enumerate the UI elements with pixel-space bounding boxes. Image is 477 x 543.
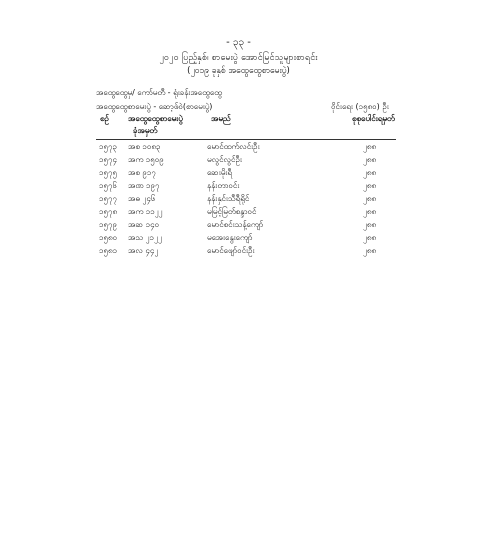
row-name: မအေးနွေးကျော် (207, 233, 253, 242)
exam-label: အထွေထွေစာမေးပွဲ - ဆော့ဖ်ဝဲ(စာမေးပွဲ) (96, 102, 213, 111)
table-row (0, 141, 477, 154)
table-row (0, 154, 477, 167)
row-id: အသ ၂၁၂၂ (128, 233, 162, 242)
header-divider (96, 139, 396, 140)
table-row (0, 193, 477, 206)
row-id: အဓ ၂၄၆ (128, 194, 156, 203)
row-amount: ၂၈၈ (363, 220, 377, 229)
row-name: မောင်စင်းသန့်ကျော် (207, 220, 264, 229)
page-number: - ၃၃ - (226, 37, 251, 48)
row-no: ၁၅၈၁ (99, 246, 118, 255)
table-row (0, 167, 477, 180)
row-amount: ၂၈၈ (363, 181, 377, 190)
column-header-no: စဉ် (100, 114, 109, 123)
table-row (0, 245, 477, 258)
row-amount: ၂၈၈ (363, 194, 377, 203)
document-title: ၂၀၂၀ ပြည့်နှစ်၊ စာမေးပွဲ အောင်မြင်သူများစာရင်း (159, 53, 318, 63)
row-no: ၁၅၇၆ (99, 181, 117, 190)
column-header-name: အမည် (211, 114, 231, 123)
row-name: မမြင့်မြတ်စန္ဒာဝင် (207, 207, 257, 216)
row-id: အဏ ၁၉၇ (128, 181, 160, 190)
column-header-id: အထွေထွေစာမေးပွဲ (128, 114, 183, 123)
row-amount: ၂၈၈ (363, 142, 377, 151)
row-no: ၁၅၇၃ (99, 142, 117, 151)
row-no: ၁၅၈၀ (99, 233, 118, 242)
row-no: ၁၅၇၇ (99, 194, 117, 203)
table-row (0, 219, 477, 232)
table-row (0, 206, 477, 219)
row-id: အစ ၉၁၇ (128, 168, 156, 177)
row-name: နန်းနှင်းသီရီရိုင် (207, 194, 250, 203)
row-name: ဆေးမိုးရီ (207, 168, 232, 177)
row-amount: ၂၈၈ (363, 233, 377, 242)
column-header-amount: စုစုပေါင်းရမှတ် (352, 114, 395, 123)
document-subtitle: (၂၀၁၉ ခုနှစ် အထွေထွေစာမေးပွဲ) (187, 66, 290, 76)
row-no: ၁၅၇၄ (99, 155, 117, 164)
row-amount: ၂၈၈ (363, 246, 377, 255)
row-name: မောင်ဖျော်ဝင်းဦး (207, 246, 255, 255)
row-amount: ၂၈၈ (363, 207, 377, 216)
row-amount: ၂၈၈ (363, 155, 377, 164)
district-label: အထွေထွေမှ/ ကော်မတီ - ရုံးခန်းအထွေထွေ (96, 88, 222, 97)
row-no: ၁၅၇၉ (99, 220, 117, 229)
row-id: အဆ ၁၄၀ (128, 220, 160, 229)
row-name: မလွင်လွင်ဦး (207, 155, 242, 164)
row-id: အက ၁၁၂၂ (128, 207, 163, 216)
row-name: မောင်ထက်လင်းဦး (207, 142, 260, 151)
row-id: အလ ၄၄၂ (128, 246, 159, 255)
row-id: အက ၁၅၀၉ (128, 155, 164, 164)
row-amount: ၂၈၈ (363, 168, 377, 177)
row-no: ၁၅၇၅ (99, 168, 117, 177)
column-header-id-sub: ခုံအမှတ် (133, 126, 158, 135)
table-row (0, 180, 477, 193)
row-id: အစ ၁၀၈၃ (128, 142, 161, 151)
candidate-total-label: ဝိုင်းရေး (၁၅၈၀) ဦး (331, 102, 389, 111)
row-name: နန်းတာဝင်း (207, 181, 240, 190)
table-row (0, 232, 477, 245)
row-no: ၁၅၇၈ (99, 207, 118, 216)
